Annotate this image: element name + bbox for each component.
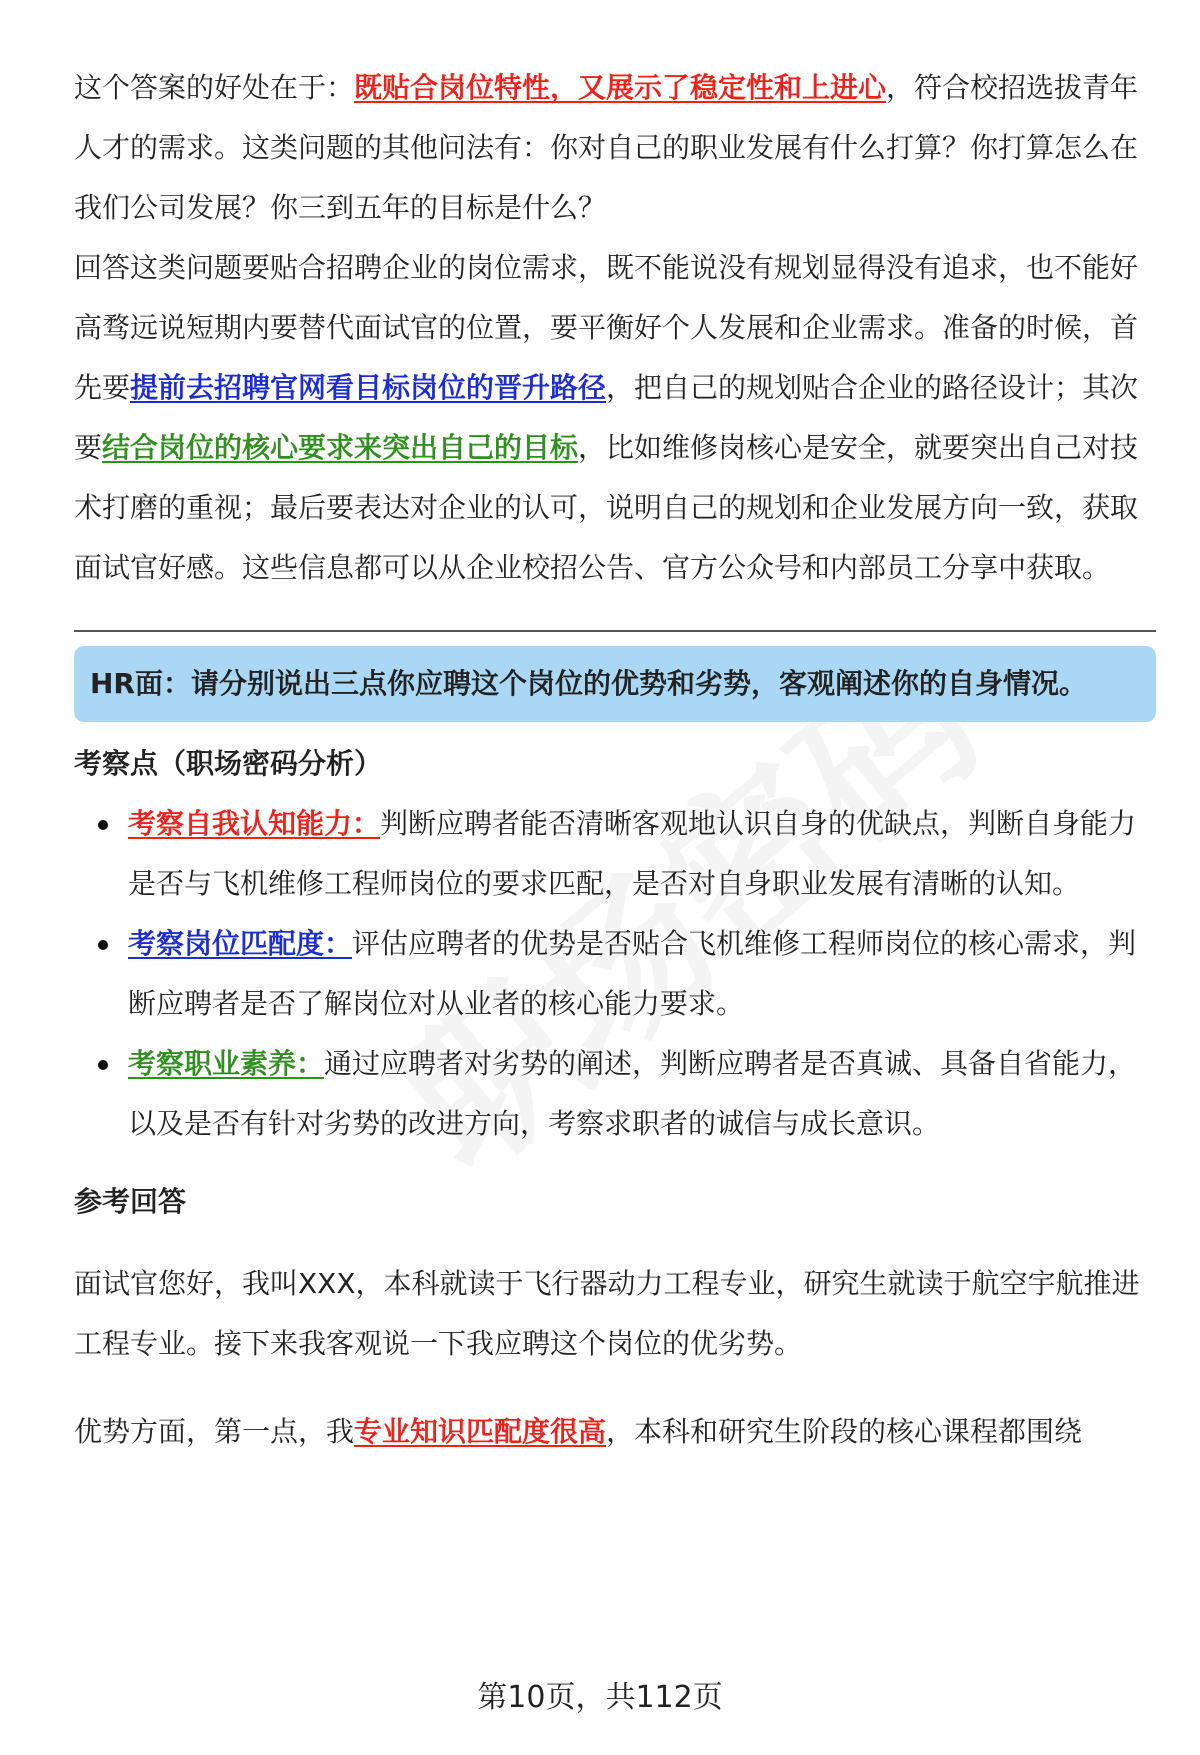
paragraph-answer-benefit — [74, 58, 1156, 238]
point-text: 通过应聘者对劣势的阐述，判断应聘者是否真诚、具备自省能力，以及是否有针对劣势的改进方向，考察求职者的诚信与成长意识。 — [128, 1047, 1137, 1140]
analysis-list — [74, 794, 1156, 1154]
text-run: 优势方面，第一点，我 — [74, 1415, 355, 1448]
list-item — [74, 794, 1156, 914]
point-label: 考察职业素养： — [128, 1047, 325, 1080]
highlight-blue: 提前去招聘官网看目标岗位的晋升路径 — [130, 371, 607, 404]
analysis-heading: 考察点（职场密码分析） — [74, 747, 383, 780]
page-number: 第10页，共112页 — [477, 1680, 723, 1715]
highlight-red: 既贴合岗位特性，又展示了稳定性和上进心 — [354, 71, 887, 104]
point-text: 评估应聘者的优势是否贴合飞机维修工程师岗位的核心需求，判断应聘者是否了解岗位对从业者的核心能力要求。 — [128, 927, 1137, 1020]
list-item — [74, 1034, 1156, 1154]
bullet-icon — [98, 1060, 108, 1070]
document-page — [74, 58, 1156, 1462]
text-run: ，符合校招选拔青年人才的需求。这类问题的其他问法有：你对自己的职业发展有什么打算？你打算怎么在我们公司发展？你三到五年的目标是什么？ — [74, 71, 1139, 224]
list-item — [74, 914, 1156, 1034]
highlight-red: 专业知识匹配度很高 — [354, 1415, 607, 1448]
text-run: ，本科和研究生阶段的核心课程都围绕 — [606, 1415, 1083, 1448]
question-box: HR面：请分别说出三点你应聘这个岗位的优势和劣势，客观阐述你的自身情况。 — [74, 646, 1156, 722]
answer-heading: 参考回答 — [74, 1185, 187, 1218]
bullet-icon — [98, 940, 108, 950]
highlight-green: 结合岗位的核心要求来突出自己的目标 — [102, 431, 579, 464]
text-run: 这个答案的好处在于： — [74, 71, 355, 104]
text-run: 回答这类问题要贴合招聘企业的岗位需求，既不能说没有规划显得没有追求，也不能好高骛远说短期内要替代面试官的位置，要平衡好个人发展和企业需求。准备的时候，首先要 — [74, 251, 1139, 404]
text-run: ，比如维修岗核心是安全，就要突出自己对技术打磨的重视；最后要表达对企业的认可，说明自己的规划和企业发展方向一致，获取面试官好感。这些信息都可以从企业校招公告、官方公众号和内部员工分享中获取。 — [74, 431, 1139, 584]
section-divider — [74, 630, 1156, 632]
answer-advantage — [74, 1402, 1156, 1462]
paragraph-answer-tips — [74, 238, 1156, 598]
point-label: 考察自我认知能力： — [128, 807, 381, 840]
point-text: 判断应聘者能否清晰客观地认识自身的优缺点，判断自身能力是否与飞机维修工程师岗位的要求匹配，是否对自身职业发展有清晰的认知。 — [128, 807, 1137, 900]
bullet-icon — [98, 820, 108, 830]
text-run: ，把自己的规划贴合企业的路径设计；其次要 — [74, 371, 1139, 464]
answer-intro: 面试官您好，我叫XXX，本科就读于飞行器动力工程专业，研究生就读于航空宇航推进工程专业。接下来我客观说一下我应聘这个岗位的优劣势。 — [74, 1267, 1140, 1360]
point-label: 考察岗位匹配度： — [128, 927, 353, 960]
